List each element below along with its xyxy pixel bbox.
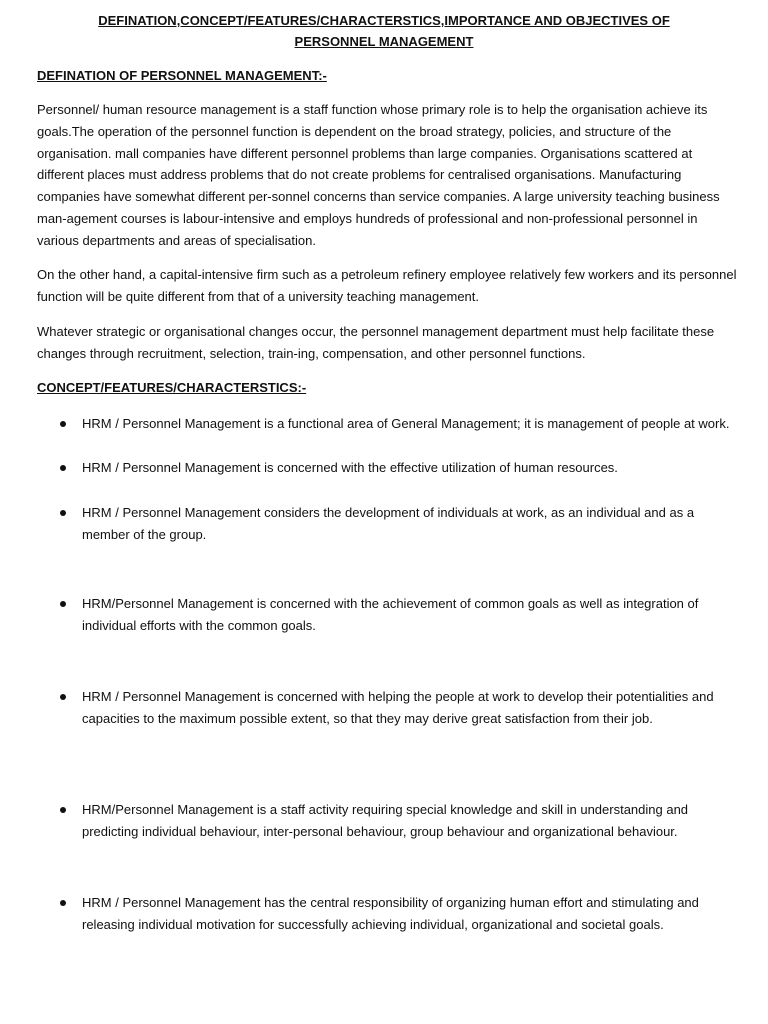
document-title: DEFINATION,CONCEPT/FEATURES/CHARACTERSTICS,IMPORTANCE AND OBJECTIVES OF PERSONNEL MANAGEMENT [98, 13, 670, 49]
list-item [82, 892, 732, 936]
bullet-icon [60, 601, 66, 607]
definition-paragraph-3: Whatever strategic or organisational changes occur, the personnel management department must help facilitate these changes through recruitment, selection, train-ing, compensation, and other personnel functions. [37, 324, 715, 361]
list-item-text: HRM/Personnel Management is concerned with the achievement of common goals as well as integration of individual efforts with the common goals. [82, 596, 699, 633]
list-item [82, 413, 732, 435]
bullet-icon [60, 694, 66, 700]
definition-heading: DEFINATION OF PERSONNEL MANAGEMENT:- [37, 68, 327, 83]
list-item-text: HRM/Personnel Management is a staff activity requiring special knowledge and skill in understanding and predicting individual behaviour, inter-personal behaviour, group behaviour and organizational behaviour. [82, 802, 689, 839]
bullet-icon [60, 900, 66, 906]
list-item-text: HRM / Personnel Management is concerned with helping the people at work to develop their potentialities and capacities to the maximum possible extent, so that they may derive great satisfaction from their job. [82, 689, 714, 726]
bullet-icon [60, 510, 66, 516]
list-item [82, 457, 732, 479]
concept-heading: CONCEPT/FEATURES/CHARACTERSTICS:- [37, 380, 307, 395]
bullet-icon [60, 421, 66, 427]
bullet-icon [60, 807, 66, 813]
list-item-text: HRM / Personnel Management considers the development of individuals at work, as an individual and as a member of the group. [82, 505, 695, 542]
list-item [82, 799, 732, 843]
list-item [82, 502, 732, 546]
definition-paragraph-1: Personnel/ human resource management is a staff function whose primary role is to help the organisation achieve its goals.The operation of the personnel function is dependent on the broad strategy, policies, and structure of the organisation. mall companies have different personnel problems than large companies. Organisations scattered at different places must address problems that do not create problems for centralised organisations. Manufacturing companies have somewhat different per-sonnel concerns than service companies. A large university teaching business man-agement courses is labour-intensive and employs hundreds of professional and non-professional personnel in various departments and areas of specialisation. [37, 102, 720, 248]
list-item-text: HRM / Personnel Management has the central responsibility of organizing human effort and stimulating and releasing individual motivation for successfully achieving individual, organizational and societal goals. [82, 895, 699, 932]
list-item-text: HRM / Personnel Management is concerned with the effective utilization of human resources. [82, 460, 618, 475]
list-item [82, 686, 732, 730]
list-item-text: HRM / Personnel Management is a functional area of General Management; it is management of people at work. [82, 416, 730, 431]
definition-paragraph-2: On the other hand, a capital-intensive firm such as a petroleum refinery employee relatively few workers and its personnel function will be quite different from that of a university teaching management. [37, 267, 737, 304]
list-item [82, 593, 732, 637]
bullet-icon [60, 465, 66, 471]
